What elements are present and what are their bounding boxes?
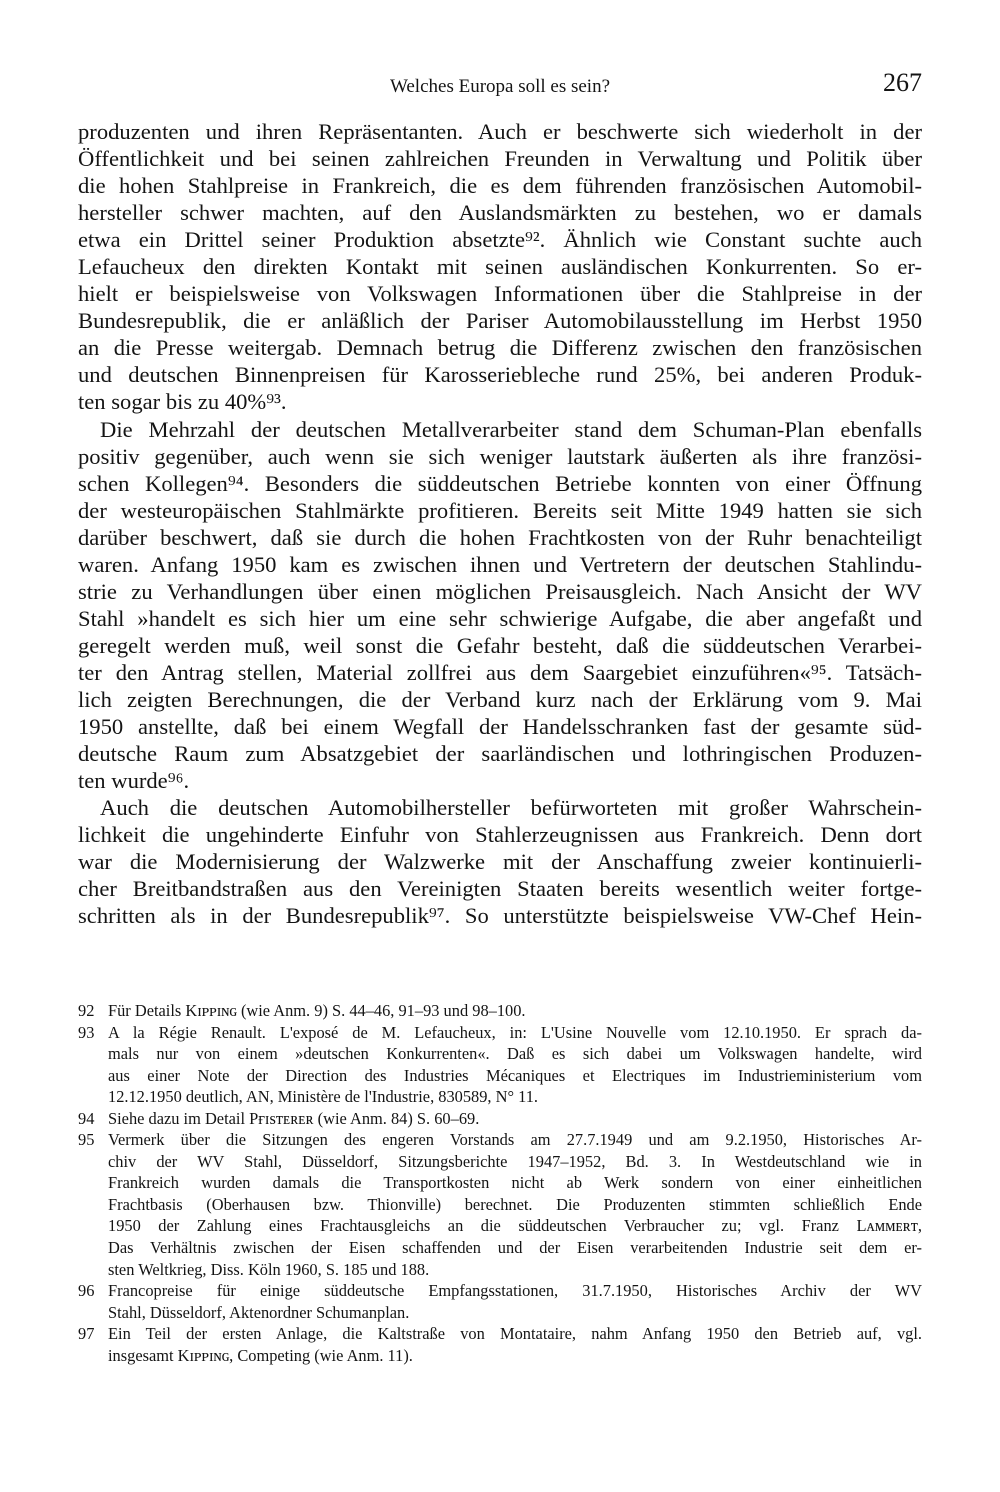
footnote-line: Francopreise für einige süddeutsche Empfangsstationen, 31.7.1950, Historisches Archiv der WV (108, 1281, 922, 1301)
text-line: lichkeit die ungehinderte Einfuhr von Stahlerzeugnissen aus Frankreich. Denn dort (78, 822, 922, 848)
footnote-number: 96 (78, 1281, 95, 1301)
main-text (78, 118, 922, 929)
text-line: war die Modernisierung der Walzwerke mit der Anschaffung zweier kontinuierli- (78, 849, 922, 875)
text-line: Lefaucheux den direkten Kontakt mit seinen ausländischen Konkurrenten. So er- (78, 254, 922, 280)
footnote-line: Siehe dazu im Detail Pғɪsᴛᴇʀᴇʀ (wie Anm. 84) S. 60–69. (108, 1108, 480, 1128)
text-line: hersteller schwer machten, auf den Auslandsmärkten zu bestehen, wo er damals (78, 200, 922, 226)
text-line: schen Kollegen⁹⁴. Besonders die süddeutschen Betriebe konnten von einer Öffnung (78, 470, 922, 496)
footnote-line: sten Weltkrieg, Diss. Köln 1960, S. 185 und 188. (108, 1259, 430, 1279)
footnote-number: 95 (78, 1130, 95, 1150)
text-line: der westeuropäischen Stahlmärkte profitieren. Bereits seit Mitte 1949 hatten sie sich (78, 497, 922, 523)
text-line: Die Mehrzahl der deutschen Metallverarbeiter stand dem Schuman-Plan ebenfalls (100, 416, 922, 442)
text-line: 1950 anstellte, daß bei einem Wegfall der Handelsschranken fast der gesamte süd- (78, 714, 922, 740)
text-line: an die Presse weitergab. Demnach betrug die Differenz zwischen den französischen (78, 335, 922, 361)
page-number: 267 (883, 68, 922, 97)
footnote-line: 12.12.1950 deutlich, AN, Ministère de l'Industrie, 830589, N° 11. (108, 1087, 538, 1107)
text-line: schritten als in der Bundesrepublik⁹⁷. So unterstützte beispielsweise VW-Chef Hein- (78, 903, 922, 929)
text-line: Auch die deutschen Automobilhersteller befürworteten mit großer Wahrschein- (100, 795, 922, 821)
text-line: Öffentlichkeit und bei seinen zahlreichen Freunden in Verwaltung und Politik über (78, 146, 922, 172)
text-line: hielt er beispielsweise von Volkswagen Informationen über die Stahlpreise in der (78, 281, 922, 307)
footnote (78, 1022, 922, 1108)
running-title: Welches Europa soll es sein? (389, 76, 611, 97)
text-line: positiv gegenüber, auch wenn sie sich weniger lautstark äußerten als ihre französi- (78, 443, 922, 469)
footnote-number: 94 (78, 1108, 95, 1128)
text-line: cher Breitbandstraßen aus den Vereinigten Staaten bereits wesentlich weiter fortge- (78, 876, 922, 902)
text-line: geregelt werden muß, weil sonst die Gefahr besteht, daß die süddeutschen Verarbei- (78, 632, 922, 658)
footnote (78, 1323, 922, 1366)
footnote-number: 93 (78, 1022, 95, 1042)
text-line: und deutschen Binnenpreisen für Karosseriebleche rund 25%, bei anderen Produk- (78, 362, 922, 388)
footnote-number: 97 (78, 1324, 95, 1344)
text-line: waren. Anfang 1950 kam es zwischen ihnen und Vertretern der deutschen Stahlindu- (78, 551, 922, 577)
footnote-line: mals nur von einem »deutschen Konkurrenten«. Daß es sich dabei um Volkswagen handelte, wird (108, 1044, 922, 1064)
footnote (78, 1108, 922, 1130)
text-line: deutsche Raum zum Absatzgebiet der saarländischen und lothringischen Produzen- (78, 741, 922, 767)
footnote-line: chiv der WV Stahl, Düsseldorf, Sitzungsberichte 1947–1952, Bd. 3. In Westdeutschland wie in (108, 1151, 922, 1171)
footnote-line: Das Verhältnis zwischen der Eisen schaffenden und der Eisen verarbeitenden Industrie seit dem er- (108, 1238, 922, 1258)
footnote-line: Frachtbasis (Oberhausen bzw. Thionville) berechnet. Die Produzenten stimmten schließlich Ende (108, 1194, 922, 1214)
text-line: darüber beschwert, daß sie durch die hohen Frachtkosten von der Ruhr benachteiligt (78, 524, 922, 550)
footnote (78, 1000, 922, 1022)
footnote-line: Frankreich wurden damals die Transportkosten nicht ab Werk sondern von einer einheitlichen (108, 1173, 922, 1193)
text-line: etwa ein Drittel seiner Produktion absetzte⁹². Ähnlich wie Constant suchte auch (78, 227, 922, 253)
footnote-line: Stahl, Düsseldorf, Aktenordner Schumanplan. (108, 1302, 410, 1322)
footnote-line: aus einer Note der Direction des Industries Mécaniques et Electriques im Industrieministerium vom (108, 1065, 922, 1085)
text-line: ten sogar bis zu 40%⁹³. (78, 389, 287, 415)
text-line: lich zeigten Berechnungen, die der Verband kurz nach der Erklärung vom 9. Mai (78, 686, 922, 712)
footnote (78, 1280, 922, 1323)
footnote-number: 92 (78, 1001, 95, 1020)
footnotes (78, 1000, 922, 1366)
footnote-line: Vermerk über die Sitzungen des engeren Vorstands am 27.7.1949 und am 9.2.1950, Historisches Ar- (108, 1130, 922, 1150)
footnote-line: 1950 der Zahlung eines Frachtausgleichs an die süddeutschen Verbraucher zu; vgl. Franz Lᴀᴍᴍᴇʀᴛ, (108, 1216, 922, 1236)
footnote-line: Für Details Kɪᴘᴘɪɴɢ (wie Anm. 9) S. 44–46, 91–93 und 98–100. (108, 1001, 526, 1020)
text-line: ten wurde⁹⁶. (78, 768, 190, 794)
footnote-line: A la Régie Renault. L'exposé de M. Lefaucheux, in: L'Usine Nouvelle vom 12.10.1950. Er sprach da- (108, 1022, 922, 1042)
text-line: produzenten und ihren Repräsentanten. Auch er beschwerte sich wiederholt in der (78, 119, 922, 144)
text-line: die hohen Stahlpreise in Frankreich, die es dem führenden französischen Automobil- (78, 173, 922, 199)
page-header (78, 68, 922, 104)
footnote-line: Ein Teil der ersten Anlage, die Kaltstraße von Montataire, nahm Anfang 1950 den Betrieb auf, vgl. (108, 1324, 922, 1344)
text-line: ter den Antrag stellen, Material zollfrei aus dem Saargebiet einzuführen«⁹⁵. Tatsäch- (78, 659, 922, 685)
text-line: Bundesrepublik, die er anläßlich der Pariser Automobilausstellung im Herbst 1950 (78, 308, 922, 334)
text-line: strie zu Verhandlungen über einen möglichen Preisausgleich. Nach Ansicht der WV (78, 578, 922, 604)
footnote-line: insgesamt Kɪᴘᴘɪɴɢ, Competing (wie Anm. 11). (108, 1345, 413, 1365)
text-line: Stahl »handelt es sich hier um eine sehr schwierige Aufgabe, die aber angefaßt und (78, 605, 922, 631)
footnote (78, 1129, 922, 1280)
